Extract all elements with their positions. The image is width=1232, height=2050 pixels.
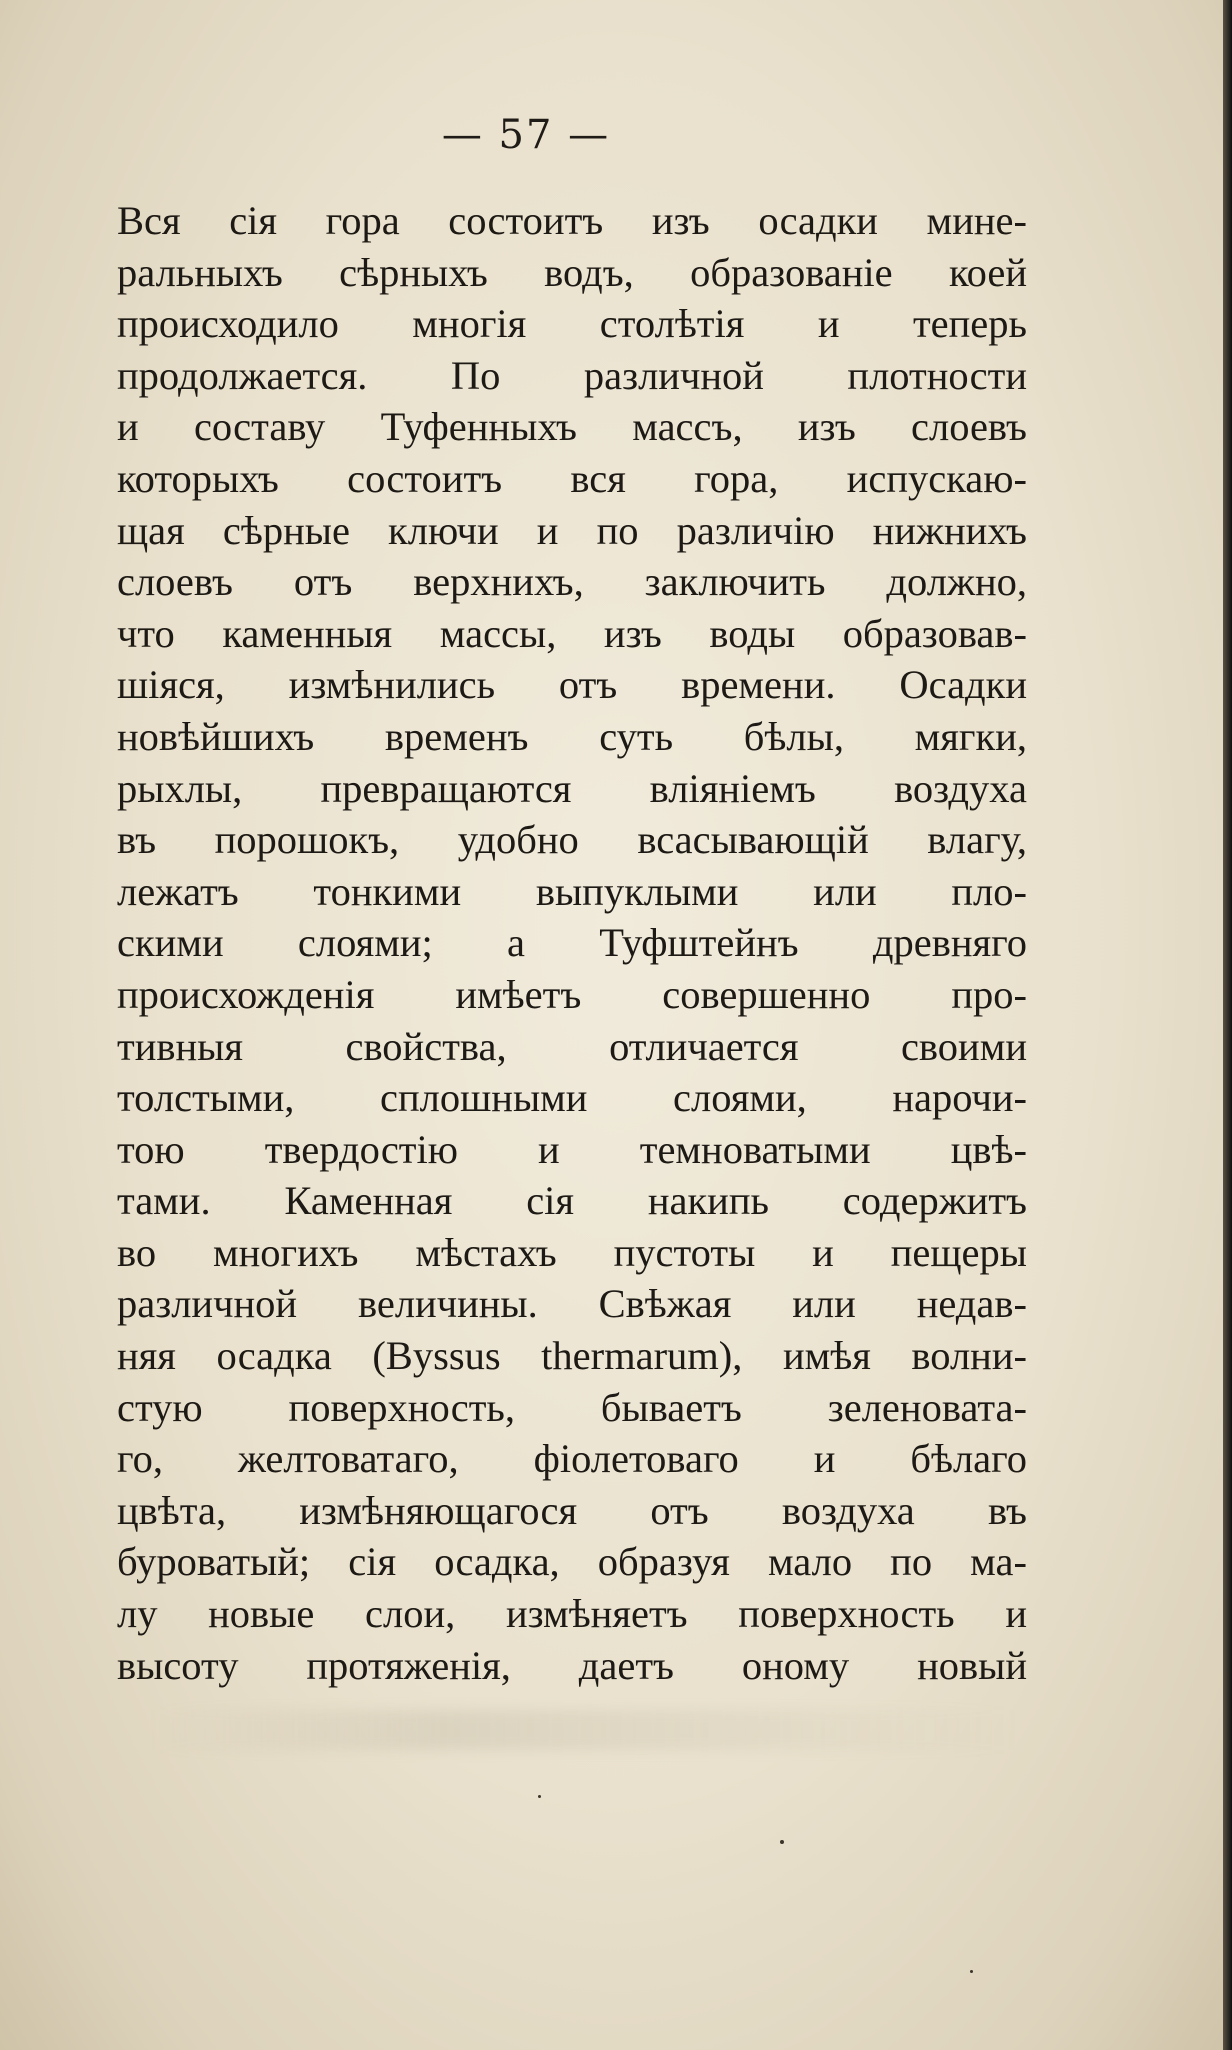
text-line: шіяся, измѣнились отъ времени. Осадки — [117, 662, 1027, 708]
page-edge-shadow — [1223, 0, 1232, 2050]
text-line: во многихъ мѣстахъ пустоты и пещеры — [117, 1229, 1027, 1275]
text-line: различной величины. Свѣжая или недав- — [117, 1281, 1027, 1327]
text-line: стую поверхность, бываетъ зеленовата- — [117, 1384, 1027, 1430]
text-line: толстыми, сплошными слоями, нарочи- — [117, 1075, 1027, 1121]
body-text — [117, 195, 1027, 1691]
text-line: няя осадка (Byssus thermarum), имѣя волни- — [117, 1333, 1027, 1379]
text-line: рыхлы, превращаются вліяніемъ воздуха — [117, 765, 1027, 811]
text-line: и составу Туфенныхъ массъ, изъ слоевъ — [117, 404, 1027, 450]
text-line: происхожденія имѣетъ совершенно про- — [117, 971, 1027, 1017]
text-line: тивныя свойства, отличается своими — [117, 1023, 1027, 1069]
text-line: тою твердостію и темноватыми цвѣ- — [117, 1126, 1027, 1172]
text-line: новѣйшихъ временъ суть бѣлы, мягки, — [117, 713, 1027, 759]
text-line: буроватый; сія осадка, образуя мало по ма- — [117, 1539, 1027, 1585]
text-line: го, желтоватаго, фіолетоваго и бѣлаго — [117, 1436, 1027, 1482]
text-line: высоту протяженія, даетъ оному новый — [117, 1642, 1027, 1688]
text-line: скими слоями; а Туфштейнъ древняго — [117, 920, 1027, 966]
text-line: лу новые слои, измѣняетъ поверхность и — [117, 1591, 1027, 1637]
text-line: тами. Каменная сія накипь содержитъ — [117, 1178, 1027, 1224]
text-line: цвѣта, измѣняющагося отъ воздуха въ — [117, 1487, 1027, 1533]
page-number: — 57 — — [441, 112, 611, 158]
text-line: продолжается. По различной плотности — [117, 352, 1027, 398]
paper-speck — [538, 1795, 541, 1798]
text-line: Вся сія гора состоитъ изъ осадки мине- — [117, 198, 1027, 243]
text-line: что каменныя массы, изъ воды образовав- — [117, 610, 1027, 656]
text-line: слоевъ отъ верхнихъ, заключить должно, — [117, 559, 1027, 605]
text-line: лежатъ тонкими выпуклыми или пло- — [117, 868, 1027, 914]
paper-speck — [970, 1970, 973, 1973]
text-line: ральныхъ сѣрныхъ водъ, образованіе коей — [117, 249, 1027, 295]
show-through-shadow — [150, 1710, 1020, 1750]
text-line: происходило многія столѣтія и теперь — [117, 301, 1027, 347]
text-line: щая сѣрные ключи и по различію нижнихъ — [117, 507, 1027, 553]
text-line: въ порошокъ, удобно всасывающій влагу, — [117, 817, 1027, 863]
text-line: которыхъ состоитъ вся гора, испускаю- — [117, 455, 1027, 501]
paper-speck — [780, 1840, 784, 1844]
